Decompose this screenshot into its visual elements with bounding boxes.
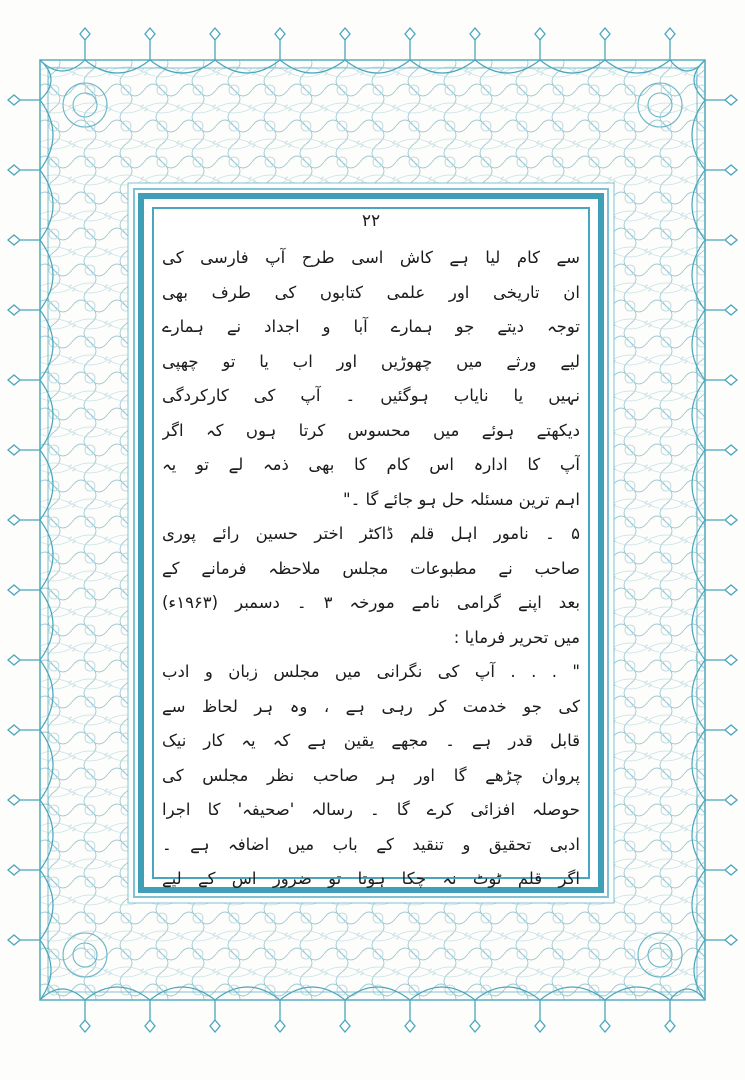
- text-line: میں تحریر فرمایا :: [453, 627, 580, 647]
- text-line: کی جو خدمت کر رہی ہے ، وہ ہر لحاظ سے: [162, 696, 580, 716]
- text-line: نہیں یا نایاب ہوگئیں ۔ آپ کی کارکردگی: [162, 386, 580, 405]
- text-frame: [138, 193, 604, 893]
- text-line: ادبی تحقیق و تنقید کے باب میں اضافہ ہے ۔: [162, 834, 580, 854]
- text-line: اہم ترین مسئلہ حل ہو جائے گا ۔": [343, 489, 580, 509]
- text-line: ۵ ۔ نامور اہل قلم ڈاکٹر اختر حسین رائے پوری: [162, 524, 580, 543]
- text-line: بعد اپنے گرامی نامے مورخہ ۳ ۔ دسمبر (۱۹۶۳ء): [162, 593, 580, 612]
- text-line: سے کام لیا ہے کاش اسی طرح آپ فارسی کی: [162, 248, 580, 267]
- text-line: ان تاریخی اور علمی کتابوں کی طرف بھی: [162, 282, 580, 302]
- text-line: قابل قدر ہے ۔ مجھے یقین ہے کہ یہ کار نیک: [162, 731, 580, 750]
- text-line: " . . . آپ کی نگرانی میں مجلس زبان و ادب: [162, 662, 580, 681]
- text-line: توجہ دیتے جو ہمارے آبا و اجداد نے ہمارے: [162, 317, 580, 336]
- text-line: اگر قلم ٹوٹ نہ چکا ہوتا تو ضرور اس کے لیے: [162, 869, 580, 888]
- text-line: پروان چڑھے گا اور ہر صاحب نظر مجلس کی: [162, 765, 580, 785]
- text-line: حوصلہ افزائی کرے گا ۔ رسالہ 'صحیفہ' کا اجرا: [162, 800, 580, 819]
- page-body: [162, 241, 580, 897]
- text-line: دیکھتے ہوئے میں محسوس کرتا ہوں کہ اگر: [162, 420, 580, 440]
- page-number: ۲۲: [361, 211, 381, 231]
- text-line: لیے ورثے میں چھوڑیں اور اب یا تو چھپی: [162, 351, 580, 371]
- text-line: صاحب نے مطبوعات مجلس ملاحظہ فرمانے کے: [162, 558, 580, 578]
- text-line: آپ کا ادارہ اس کام کا بھی ذمہ لے تو یہ: [162, 455, 580, 474]
